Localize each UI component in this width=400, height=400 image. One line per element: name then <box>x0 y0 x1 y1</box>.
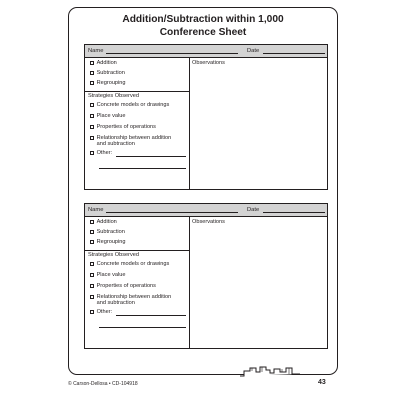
strategy-place-value[interactable] <box>90 272 126 279</box>
checkbox[interactable] <box>90 61 94 65</box>
observations-label: Observations <box>192 219 225 225</box>
checkbox[interactable] <box>90 220 94 224</box>
date-label: Date <box>247 48 260 54</box>
checkbox[interactable] <box>90 295 94 299</box>
checkbox[interactable] <box>90 284 94 288</box>
strategies-title: Strategies Observed <box>88 93 139 99</box>
check-regrouping[interactable] <box>90 80 126 87</box>
operations-box <box>85 58 189 92</box>
check-label: Addition <box>96 60 117 66</box>
strategy-concrete-models[interactable] <box>90 261 169 268</box>
checkbox[interactable] <box>90 81 94 85</box>
strategy-place-value[interactable] <box>90 113 126 120</box>
strategy-concrete-models[interactable] <box>90 102 169 109</box>
other-field[interactable] <box>116 156 186 157</box>
checkbox[interactable] <box>90 230 94 234</box>
name-label: Name <box>88 48 104 54</box>
check-label: Subtraction <box>96 229 125 235</box>
sheet-body <box>85 217 327 348</box>
checkbox[interactable] <box>90 273 94 277</box>
strategy-properties[interactable] <box>90 124 156 131</box>
other-field[interactable] <box>116 315 186 316</box>
check-addition[interactable] <box>90 60 117 67</box>
strategy-label: Properties of operations <box>96 283 156 289</box>
sheet-header <box>85 45 327 58</box>
sheet-header <box>85 204 327 217</box>
checkbox[interactable] <box>90 103 94 107</box>
date-field[interactable] <box>263 212 325 213</box>
strategy-label: Place value <box>96 113 126 119</box>
title-line-1: Addition/Subtraction within 1,000 <box>122 14 284 25</box>
left-column <box>85 58 190 189</box>
strategy-other[interactable] <box>90 150 112 157</box>
strategy-properties[interactable] <box>90 283 156 290</box>
sheet-body <box>85 58 327 189</box>
title-line-2: Conference Sheet <box>159 26 247 38</box>
checkbox[interactable] <box>90 136 94 140</box>
date-label: Date <box>247 207 260 213</box>
strategy-relationship-cont: and subtraction <box>96 300 135 306</box>
strategy-label: Concrete models or drawings <box>96 261 170 267</box>
checkbox[interactable] <box>90 114 94 118</box>
page-number: 43 <box>318 379 326 386</box>
left-column <box>85 217 190 348</box>
page-title <box>68 14 338 39</box>
name-label: Name <box>88 207 104 213</box>
check-regrouping[interactable] <box>90 239 126 246</box>
strategy-label: Relationship between addition <box>96 135 172 141</box>
strategies-title: Strategies Observed <box>88 252 139 258</box>
observations-label: Observations <box>192 60 225 66</box>
strategy-other[interactable] <box>90 309 112 316</box>
checkbox[interactable] <box>90 71 94 75</box>
check-label: Subtraction <box>96 70 125 76</box>
checkbox[interactable] <box>90 310 94 314</box>
strategy-label: Concrete models or drawings <box>96 102 170 108</box>
conference-sheet-2 <box>84 203 328 349</box>
checkbox[interactable] <box>90 240 94 244</box>
conference-sheet-1 <box>84 44 328 190</box>
strategy-label: Relationship between addition <box>96 294 172 300</box>
name-field[interactable] <box>106 53 238 54</box>
strategy-relationship-cont: and subtraction <box>96 141 135 147</box>
other-field-line-2[interactable] <box>99 168 186 169</box>
skyline-decoration-icon <box>240 366 300 377</box>
other-field-line-2[interactable] <box>99 327 186 328</box>
checkbox[interactable] <box>90 151 94 155</box>
check-subtraction[interactable] <box>90 70 125 77</box>
copyright-credit: © Carson-Dellosa • CD-104918 <box>68 381 138 387</box>
operations-box <box>85 217 189 251</box>
check-subtraction[interactable] <box>90 229 125 236</box>
other-label: Other: <box>96 309 113 315</box>
checkbox[interactable] <box>90 125 94 129</box>
other-label: Other: <box>96 150 113 156</box>
name-field[interactable] <box>106 212 238 213</box>
check-addition[interactable] <box>90 219 117 226</box>
check-label: Regrouping <box>96 80 126 86</box>
date-field[interactable] <box>263 53 325 54</box>
check-label: Addition <box>96 219 117 225</box>
check-label: Regrouping <box>96 239 126 245</box>
checkbox[interactable] <box>90 262 94 266</box>
strategy-label: Place value <box>96 272 126 278</box>
strategy-label: Properties of operations <box>96 124 156 130</box>
